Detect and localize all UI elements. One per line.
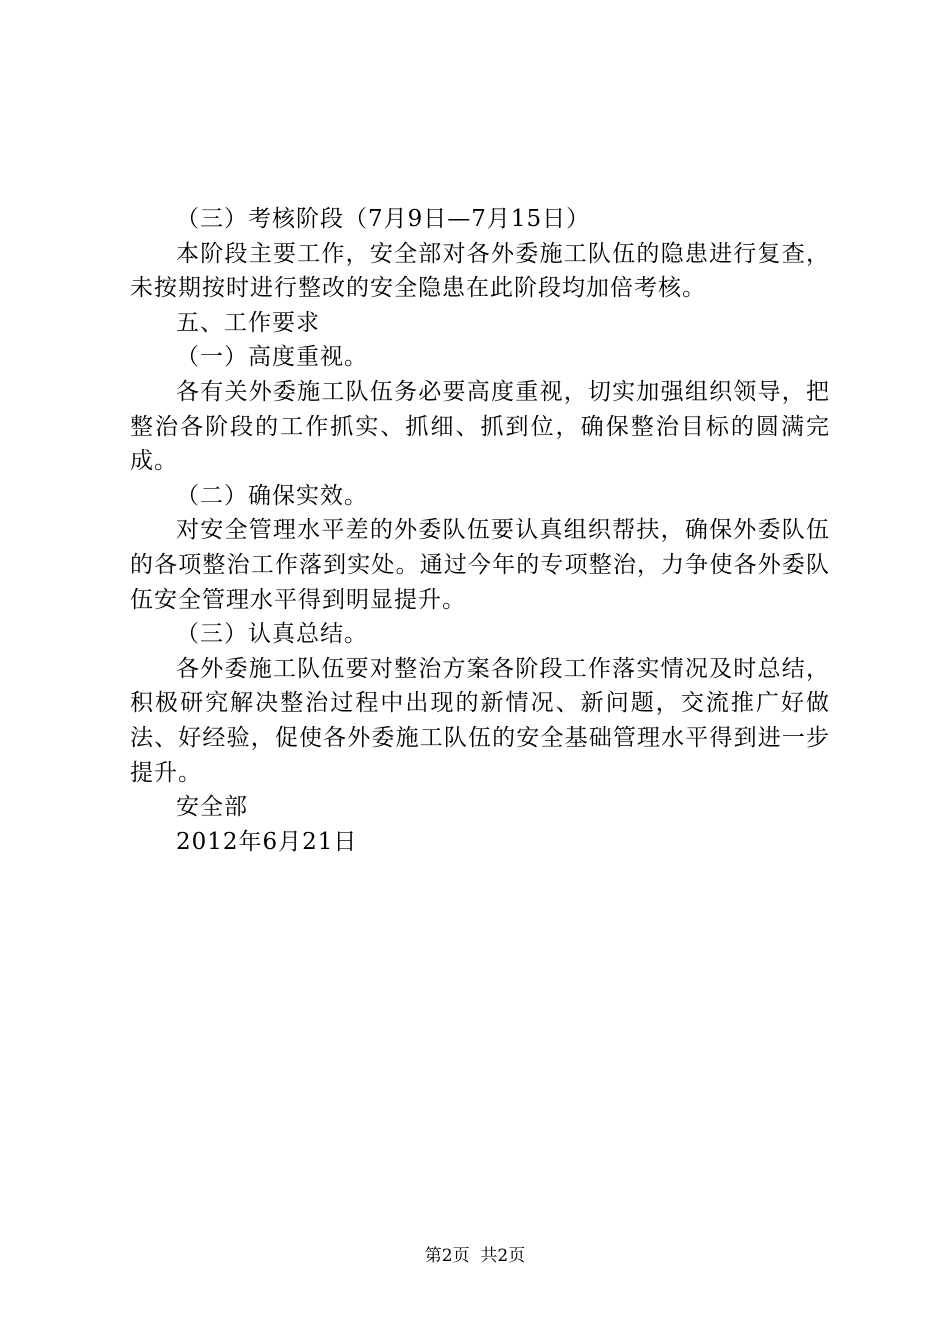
section-heading-assessment-stage: （三）考核阶段（7月9日—7月15日） [176, 206, 591, 232]
subheading-ensure-results: （二）确保实效。 [176, 482, 368, 509]
document-body [130, 202, 830, 859]
paragraph-ensure-results: 对安全管理水平差的外委队伍要认真组织帮扶，确保外委队伍的各项整治工作落到实处。通过今年的专项整治，力争使各外委队伍安全管理水平得到明显提升。 [130, 517, 830, 613]
subheading-high-attention: （一）高度重视。 [176, 344, 368, 371]
signature-date: 2012年6月21日 [176, 828, 358, 855]
paragraph-high-attention: 各有关外委施工队伍务必要高度重视，切实加强组织领导，把整治各阶段的工作抓实、抓细、抓到位，确保整治目标的圆满完成。 [130, 378, 830, 475]
page-number-footer: 第2页 共2页 [424, 1246, 526, 1266]
paragraph-summarize: 各外委施工队伍要对整治方案各阶段工作落实情况及时总结，积极研究解决整治过程中出现的新情况、新问题，交流推广好做法、好经验，促使各外委施工队伍的安全基础管理水平得到进一步提升。 [130, 655, 830, 786]
paragraph-assessment-stage: 本阶段主要工作，安全部对各外委施工队伍的隐患进行复查，未按期按时进行整改的安全隐患在此阶段均加倍考核。 [130, 240, 830, 302]
section-heading-work-requirements: 五、工作要求 [176, 309, 320, 336]
subheading-summarize: （三）认真总结。 [176, 621, 368, 648]
signature-department: 安全部 [176, 794, 248, 821]
